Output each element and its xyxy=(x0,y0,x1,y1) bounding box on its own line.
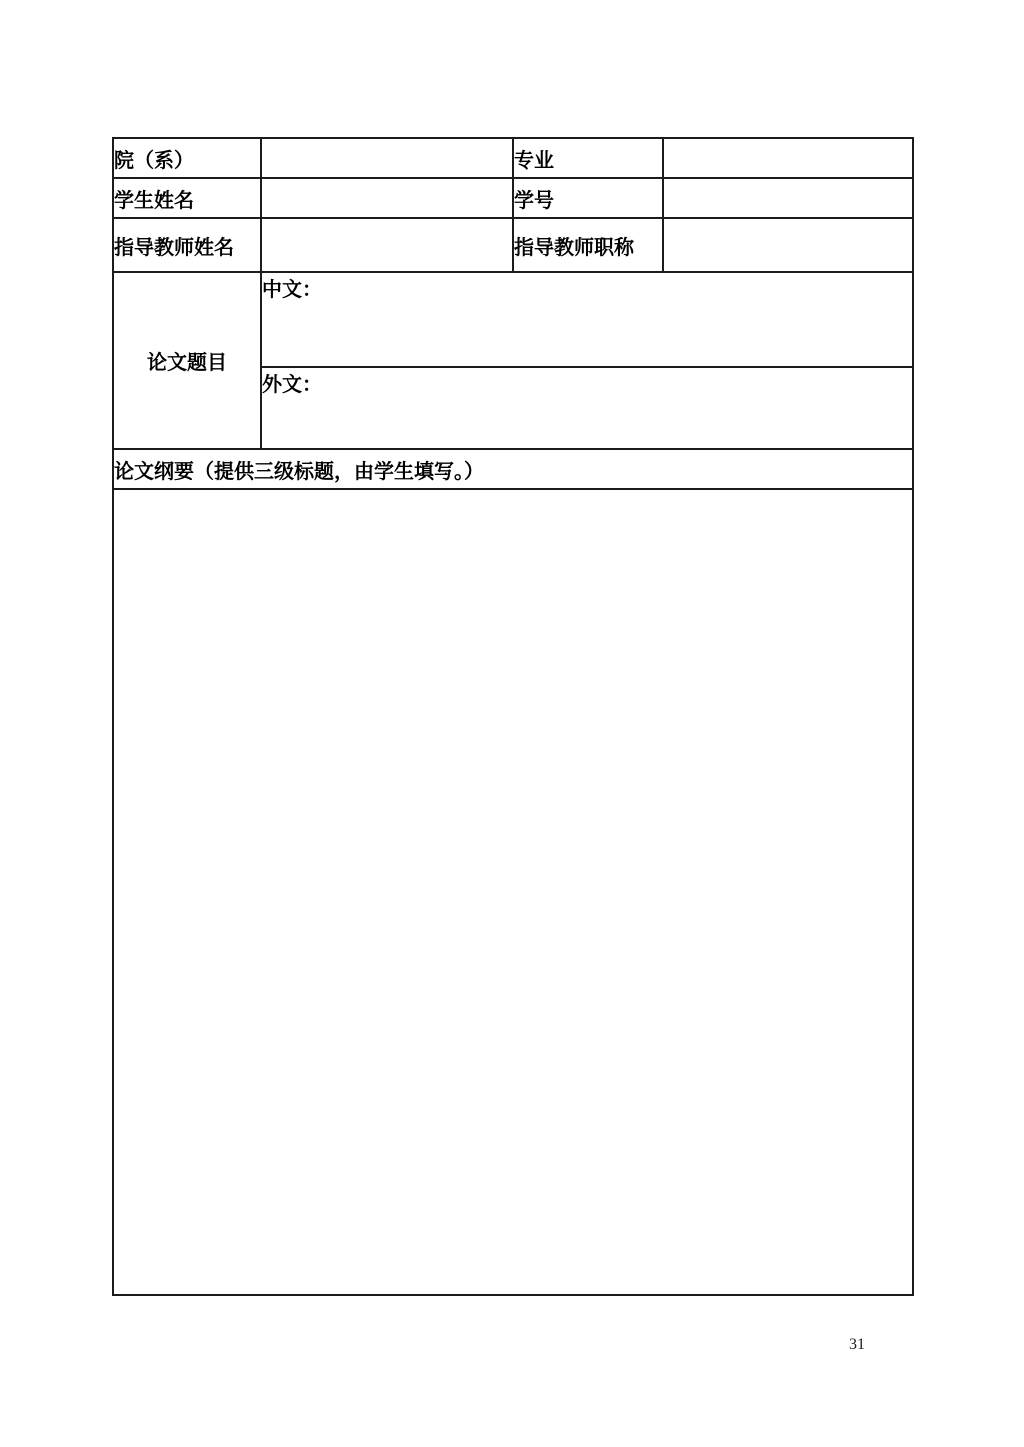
page-number: 31 xyxy=(849,1336,865,1353)
student-name-value-field[interactable] xyxy=(261,178,513,218)
major-label: 专业 xyxy=(513,138,663,178)
student-name-label: 学生姓名 xyxy=(113,178,261,218)
title-foreign-field[interactable]: 外文： xyxy=(261,367,913,449)
row-outline-body xyxy=(113,489,913,1295)
department-label: 院（系） xyxy=(113,138,261,178)
outline-body-field[interactable] xyxy=(113,489,913,1295)
major-value-field[interactable] xyxy=(663,138,913,178)
row-advisor xyxy=(113,218,913,272)
department-value-field[interactable] xyxy=(261,138,513,178)
advisor-title-value-field[interactable] xyxy=(663,218,913,272)
thesis-title-label: 论文题目 xyxy=(113,272,261,449)
student-id-label: 学号 xyxy=(513,178,663,218)
advisor-title-label: 指导教师职称 xyxy=(513,218,663,272)
student-id-value-field[interactable] xyxy=(663,178,913,218)
advisor-name-label: 指导教师姓名 xyxy=(113,218,261,272)
row-outline-header xyxy=(113,449,913,489)
row-department-major xyxy=(113,138,913,178)
outline-header-label: 论文纲要（提供三级标题，由学生填写。） xyxy=(113,449,913,489)
thesis-info-table xyxy=(112,137,914,1296)
row-student-name-id xyxy=(113,178,913,218)
title-chinese-field[interactable]: 中文： xyxy=(261,272,913,367)
row-title-chinese xyxy=(113,272,913,367)
advisor-name-value-field[interactable] xyxy=(261,218,513,272)
